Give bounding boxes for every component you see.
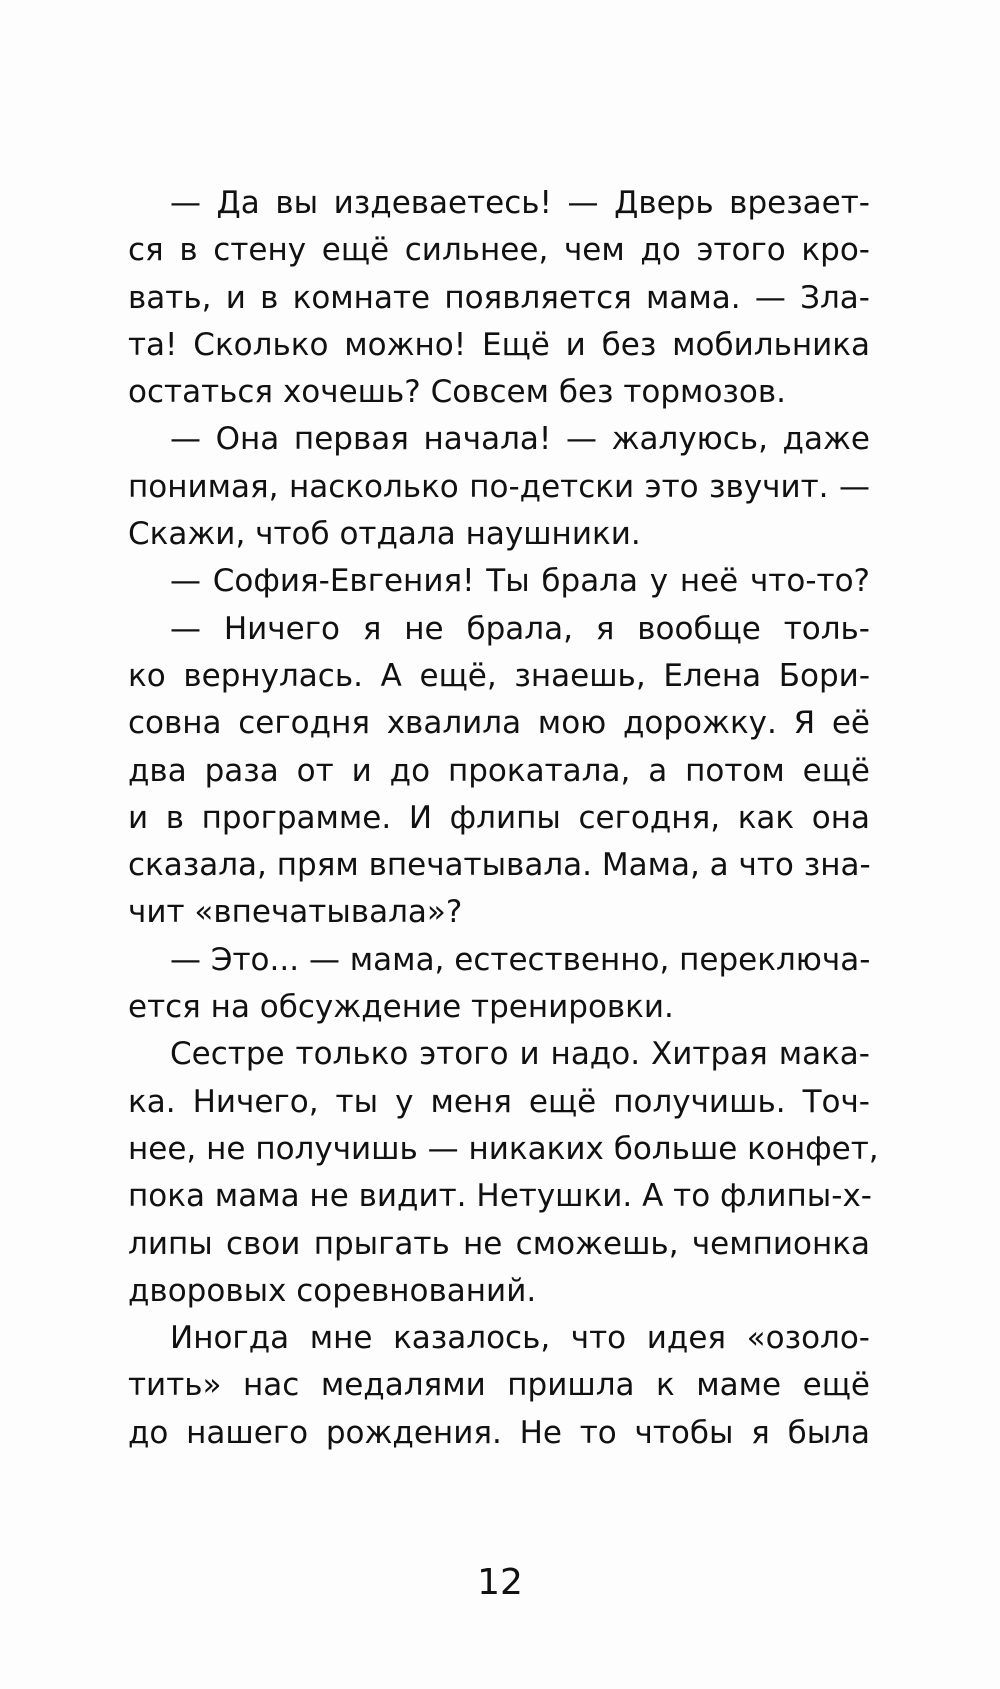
- text-line: тить» нас медалями пришла к маме ещё: [128, 1367, 870, 1404]
- text-line: Иногда мне казалось, что идея «озоло-: [170, 1320, 870, 1357]
- text-line: Сестре только этого и надо. Хитрая мака-: [170, 1036, 870, 1073]
- text-line: — Ничего я не брала, я вообще толь-: [170, 610, 870, 647]
- text-line: ко вернулась. А ещё, знаешь, Елена Бори-: [128, 657, 870, 694]
- text-line: понимая, насколько по-детски это звучит. —: [128, 468, 870, 505]
- text-line: пока мама не видит. Нетушки. А то флипы-х-: [128, 1178, 872, 1215]
- text-line: дворовых соревнований.: [128, 1272, 537, 1309]
- text-line: — Это... — мама, естественно, переключа-: [170, 941, 871, 978]
- text-line: и в программе. И флипы сегодня, как она: [128, 799, 870, 836]
- text-line: сказала, прям впечатывала. Мама, а что зна-: [128, 847, 871, 884]
- text-line: Скажи, чтоб отдала наушники.: [128, 516, 641, 553]
- text-line: — Да вы издеваетесь! — Дверь врезает-: [170, 185, 870, 221]
- text-line: два раза от и до прокатала, а потом ещё: [128, 752, 870, 789]
- text-line: нее, не получишь — никаких больше конфет,: [128, 1130, 879, 1167]
- text-line: — София-Евгения! Ты брала у неё что-то?: [170, 563, 870, 600]
- text-line: ется на обсуждение тренировки.: [128, 989, 674, 1026]
- body-text: [128, 180, 879, 1457]
- text-line: до нашего рождения. Не то чтобы я была: [128, 1414, 870, 1451]
- text-line: ка. Ничего, ты у меня ещё получишь. Точ-: [128, 1083, 870, 1120]
- text-line: ся в стену ещё сильнее, чем до этого кро-: [128, 232, 870, 269]
- text-line: липы свои прыгать не сможешь, чемпионка: [128, 1225, 870, 1262]
- text-line: остаться хочешь? Совсем без тормозов.: [128, 374, 786, 411]
- page-number: 12: [477, 1562, 523, 1603]
- text-line: — Она первая начала! — жалуюсь, даже: [170, 421, 870, 458]
- text-line: совна сегодня хвалила мою дорожку. Я её: [128, 705, 870, 742]
- text-line: чит «впечатывала»?: [128, 894, 463, 931]
- text-line: та! Сколько можно! Ещё и без мобильника: [128, 326, 870, 363]
- text-line: вать, и в комнате появляется мама. — Зла-: [128, 279, 870, 316]
